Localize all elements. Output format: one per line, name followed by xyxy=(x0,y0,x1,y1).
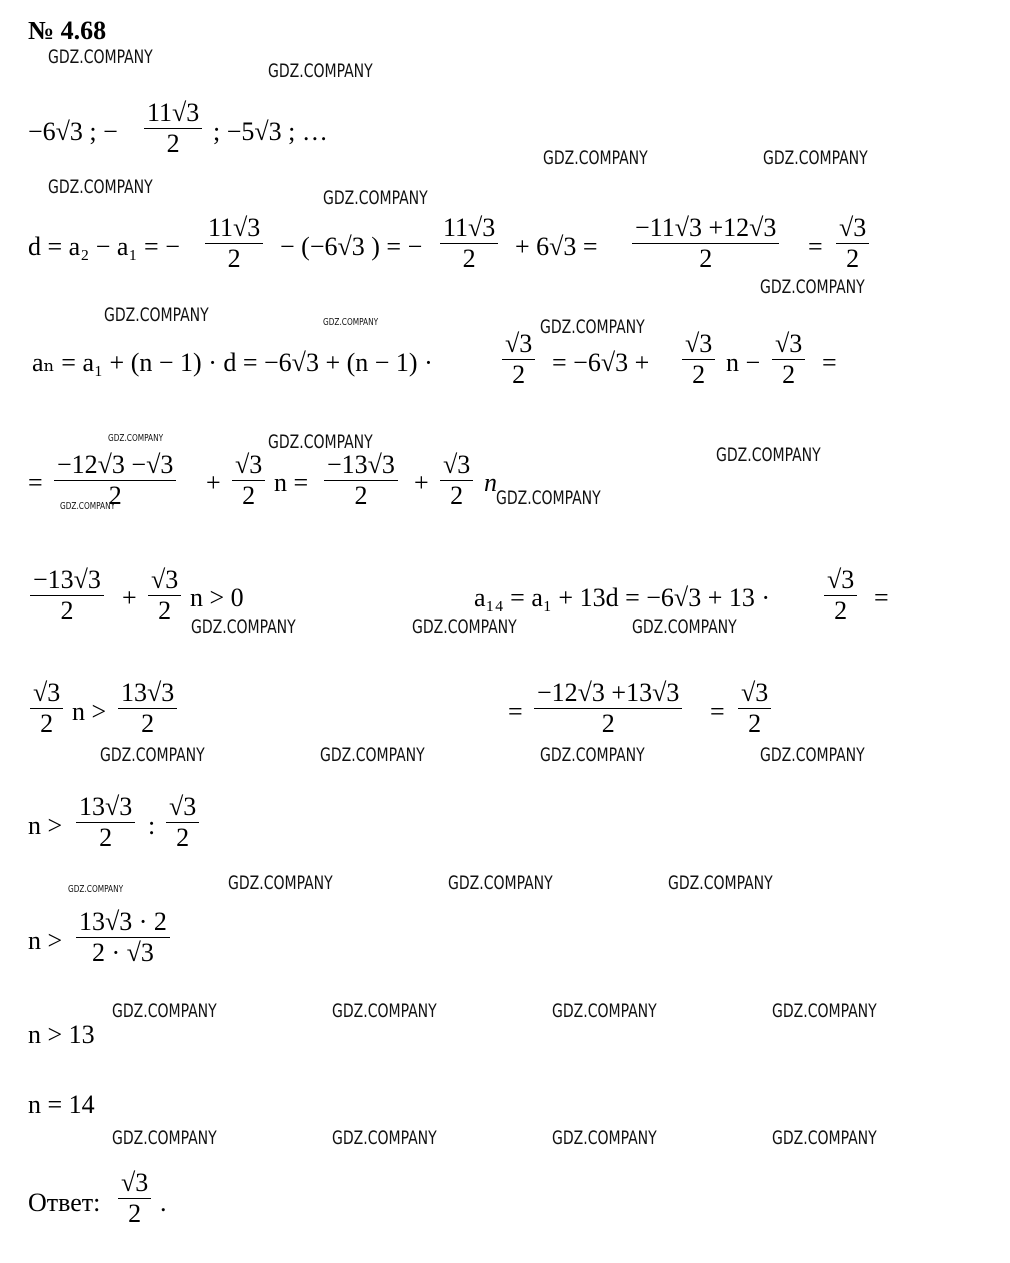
fraction: $\frac{√3}{2}$ xyxy=(836,213,869,274)
sequence-prefix: −6√3 ; − xyxy=(28,117,118,146)
watermark: GDZ.COMPANY xyxy=(191,616,296,638)
watermark: GDZ.COMPANY xyxy=(320,744,425,766)
n-minus: n − xyxy=(726,348,761,377)
watermark: GDZ.COMPANY xyxy=(760,276,865,298)
fraction: $\frac{√3}{2}$ xyxy=(738,678,771,739)
check-lhs: a₁₄ = a₁ + 13d = −6√3 + 13 · xyxy=(474,583,771,612)
equals: = xyxy=(874,583,889,612)
watermark: GDZ.COMPANY xyxy=(496,487,601,509)
watermark: GDZ.COMPANY xyxy=(543,147,648,169)
answer-label: Ответ: xyxy=(28,1188,101,1217)
sequence-suffix: ; −5√3 ; … xyxy=(213,117,328,146)
n-greater: n > xyxy=(28,926,63,955)
nth-term-mid: = −6√3 + xyxy=(552,348,650,377)
equals: = xyxy=(822,348,837,377)
fraction: $\frac{-11√3 +12√3}{2}$ xyxy=(632,213,779,274)
n-greater-13: n > 13 xyxy=(28,1020,95,1049)
colon: : xyxy=(148,811,156,840)
watermark: GDZ.COMPANY xyxy=(412,616,517,638)
watermark: GDZ.COMPANY xyxy=(60,501,116,512)
fraction: $\frac{√3}{2}$ xyxy=(148,565,181,626)
watermark: GDZ.COMPANY xyxy=(323,187,428,209)
watermark: GDZ.COMPANY xyxy=(68,884,124,895)
n-greater: n > xyxy=(28,811,63,840)
fraction: $\frac{-13√3}{2}$ xyxy=(324,450,398,511)
fraction: $\frac{-13√3}{2}$ xyxy=(30,565,104,626)
fraction: $\frac{13√3}{2}$ xyxy=(76,792,135,853)
watermark: GDZ.COMPANY xyxy=(104,304,209,326)
equals: = xyxy=(508,697,523,726)
fraction: $\frac{√3}{2}$ xyxy=(772,329,805,390)
watermark: GDZ.COMPANY xyxy=(48,176,153,198)
difference-lhs: d = a₂ − a₁ = − xyxy=(28,232,180,261)
answer-period: . xyxy=(160,1188,167,1217)
watermark: GDZ.COMPANY xyxy=(763,147,868,169)
equals: = xyxy=(808,232,823,261)
watermark: GDZ.COMPANY xyxy=(552,1127,657,1149)
watermark: GDZ.COMPANY xyxy=(228,872,333,894)
n-equals-14: n = 14 xyxy=(28,1090,95,1119)
watermark: GDZ.COMPANY xyxy=(112,1127,217,1149)
watermark: GDZ.COMPANY xyxy=(332,1127,437,1149)
watermark: GDZ.COMPANY xyxy=(772,1127,877,1149)
fraction: $\frac{-12√3 +13√3}{2}$ xyxy=(534,678,682,739)
inequality-end: n > 0 xyxy=(190,583,244,612)
n-greater: n > xyxy=(72,697,107,726)
equals: = xyxy=(710,697,725,726)
answer-fraction: $\frac{√3}{2}$ xyxy=(118,1168,151,1229)
fraction: $\frac{√3}{2}$ xyxy=(30,678,63,739)
fraction: $\frac{11√3}{2}$ xyxy=(144,98,202,159)
watermark: GDZ.COMPANY xyxy=(108,433,164,444)
fraction: $\frac{11√3}{2}$ xyxy=(440,213,498,274)
watermark: GDZ.COMPANY xyxy=(332,1000,437,1022)
watermark: GDZ.COMPANY xyxy=(760,744,865,766)
fraction: $\frac{√3}{2}$ xyxy=(824,565,857,626)
equals: = xyxy=(28,468,43,497)
watermark: GDZ.COMPANY xyxy=(112,1000,217,1022)
watermark: GDZ.COMPANY xyxy=(772,1000,877,1022)
watermark: GDZ.COMPANY xyxy=(323,317,379,328)
fraction: $\frac{√3}{2}$ xyxy=(682,329,715,390)
plus: + xyxy=(122,583,137,612)
n-equals: n = xyxy=(274,468,309,497)
watermark: GDZ.COMPANY xyxy=(632,616,737,638)
watermark: GDZ.COMPANY xyxy=(268,431,373,453)
watermark: GDZ.COMPANY xyxy=(716,444,821,466)
watermark: GDZ.COMPANY xyxy=(100,744,205,766)
fraction: $\frac{√3}{2}$ xyxy=(502,329,535,390)
fraction: $\frac{13√3 \cdot 2}{2 \cdot √3}$ xyxy=(76,907,170,968)
plus: + xyxy=(206,468,221,497)
watermark: GDZ.COMPANY xyxy=(540,316,645,338)
plus: + xyxy=(414,468,429,497)
fraction: $\frac{√3}{2}$ xyxy=(166,792,199,853)
watermark: GDZ.COMPANY xyxy=(268,60,373,82)
nth-term-lhs: aₙ = a₁ + (n − 1) · d = −6√3 + (n − 1) · xyxy=(32,348,433,377)
fraction: $\frac{13√3}{2}$ xyxy=(118,678,177,739)
n-variable: n xyxy=(484,468,497,497)
fraction: $\frac{-12√3 -√3}{2}$ xyxy=(54,450,176,511)
watermark: GDZ.COMPANY xyxy=(668,872,773,894)
fraction: $\frac{√3}{2}$ xyxy=(232,450,265,511)
task-number: № 4.68 xyxy=(28,16,107,45)
watermark: GDZ.COMPANY xyxy=(552,1000,657,1022)
difference-mid2: + 6√3 = xyxy=(515,232,598,261)
watermark: GDZ.COMPANY xyxy=(48,46,153,68)
watermark: GDZ.COMPANY xyxy=(448,872,553,894)
fraction: $\frac{√3}{2}$ xyxy=(440,450,473,511)
difference-mid1: − (−6√3 ) = − xyxy=(280,232,423,261)
watermark: GDZ.COMPANY xyxy=(540,744,645,766)
fraction: $\frac{11√3}{2}$ xyxy=(205,213,263,274)
